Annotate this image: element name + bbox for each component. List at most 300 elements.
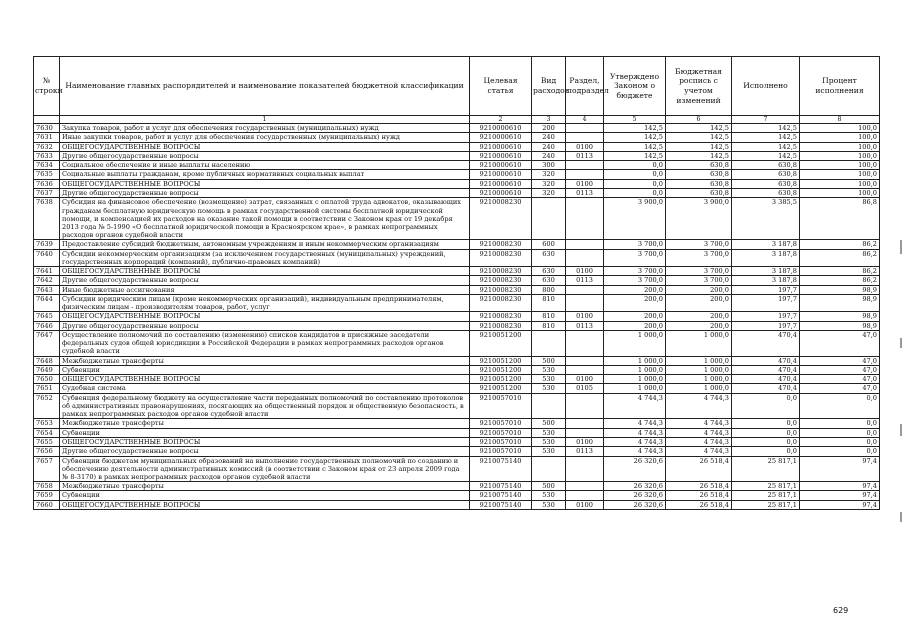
row-percent: 97,4 xyxy=(800,482,880,491)
column-number: 5 xyxy=(604,116,666,124)
row-target-article: 9210008230 xyxy=(470,276,532,285)
row-schedule: 630,8 xyxy=(666,179,732,188)
row-schedule: 200,0 xyxy=(666,285,732,294)
table-row xyxy=(34,384,880,393)
row-expense-type: 240 xyxy=(532,133,566,142)
row-section xyxy=(566,456,604,482)
row-executed: 3 187,8 xyxy=(732,267,800,276)
row-expense-type: 630 xyxy=(532,267,566,276)
row-name: ОБЩЕГОСУДАРСТВЕННЫЕ ВОПРОСЫ xyxy=(60,375,470,384)
row-expense-type: 500 xyxy=(532,356,566,365)
row-percent: 100,0 xyxy=(800,170,880,179)
row-percent: 100,0 xyxy=(800,124,880,133)
header-approved: Утверждено Законом о бюджете xyxy=(604,57,666,116)
table-row xyxy=(34,356,880,365)
table-row xyxy=(34,428,880,437)
table-row xyxy=(34,151,880,160)
column-number: 8 xyxy=(800,116,880,124)
row-expense-type: 530 xyxy=(532,428,566,437)
table-row xyxy=(34,170,880,179)
table-row xyxy=(34,312,880,321)
row-expense-type: 800 xyxy=(532,285,566,294)
row-target-article: 9210000610 xyxy=(470,189,532,198)
row-name: Другие общегосударственные вопросы xyxy=(60,276,470,285)
row-target-article: 9210000610 xyxy=(470,124,532,133)
header-name: Наименование главных распорядителей и наименование показателей бюджетной классификации xyxy=(60,57,470,116)
row-schedule: 26 518,4 xyxy=(666,491,732,500)
column-number: 7 xyxy=(732,116,800,124)
row-section: 0100 xyxy=(566,375,604,384)
table-row xyxy=(34,447,880,456)
row-target-article: 9210008230 xyxy=(470,249,532,266)
row-section xyxy=(566,124,604,133)
row-section xyxy=(566,365,604,374)
row-approved: 3 900,0 xyxy=(604,198,666,240)
row-target-article: 9210057010 xyxy=(470,447,532,456)
row-target-article: 9210051200 xyxy=(470,330,532,356)
table-row xyxy=(34,179,880,188)
row-approved: 4 744,3 xyxy=(604,437,666,446)
row-executed: 630,8 xyxy=(732,161,800,170)
row-number: 7650 xyxy=(34,375,60,384)
row-number: 7645 xyxy=(34,312,60,321)
row-expense-type: 530 xyxy=(532,437,566,446)
row-schedule: 4 744,3 xyxy=(666,447,732,456)
row-section xyxy=(566,198,604,240)
row-section xyxy=(566,491,604,500)
row-name: Осуществление полномочий по составлению (изменению) списков кандидатов в присяжные заседатели федеральных судов общей юрисдикции в Российской Федерации в рамках непрограммных расходов органов судебной власти xyxy=(60,330,470,356)
row-name: Межбюджетные трансферты xyxy=(60,419,470,428)
row-schedule: 142,5 xyxy=(666,133,732,142)
row-schedule: 142,5 xyxy=(666,124,732,133)
row-executed: 630,8 xyxy=(732,179,800,188)
row-section: 0100 xyxy=(566,312,604,321)
row-number: 7644 xyxy=(34,294,60,311)
row-approved: 4 744,3 xyxy=(604,428,666,437)
row-approved: 142,5 xyxy=(604,124,666,133)
table-row xyxy=(34,124,880,133)
table-row xyxy=(34,393,880,419)
column-number: 1 xyxy=(60,116,470,124)
row-expense-type xyxy=(532,456,566,482)
header-percent: Процент исполнения xyxy=(800,57,880,116)
table-row xyxy=(34,133,880,142)
row-target-article: 9210051200 xyxy=(470,375,532,384)
table-body xyxy=(34,124,880,510)
row-executed: 470,4 xyxy=(732,375,800,384)
row-executed: 0,0 xyxy=(732,428,800,437)
row-name: Социальные выплаты гражданам, кроме публичных нормативных социальных выплат xyxy=(60,170,470,179)
row-schedule: 26 518,4 xyxy=(666,456,732,482)
scan-edge-mark xyxy=(900,512,902,522)
row-expense-type: 530 xyxy=(532,365,566,374)
table-row xyxy=(34,276,880,285)
row-target-article: 9210000610 xyxy=(470,179,532,188)
budget-table xyxy=(33,56,880,510)
row-name: Субвенция федеральному бюджету на осуществление части переданных полномочий по составлению протоколов об административных правонарушениях, посягающих на общественный порядок и общественную безопасность, в рамках непрограммных расходов органов судебной власти xyxy=(60,393,470,419)
row-approved: 4 744,3 xyxy=(604,419,666,428)
row-executed: 0,0 xyxy=(732,447,800,456)
row-percent: 100,0 xyxy=(800,189,880,198)
row-section xyxy=(566,249,604,266)
row-name: Субсидии некоммерческим организациям (за исключением государственных (муниципальных) учреждений, государственных корпораций (компаний), публично-правовых компаний) xyxy=(60,249,470,266)
row-approved: 26 320,6 xyxy=(604,456,666,482)
row-percent: 100,0 xyxy=(800,161,880,170)
row-percent: 0,0 xyxy=(800,437,880,446)
row-name: Судебная система xyxy=(60,384,470,393)
row-approved: 3 700,0 xyxy=(604,276,666,285)
row-number: 7652 xyxy=(34,393,60,419)
row-schedule: 26 518,4 xyxy=(666,500,732,509)
row-schedule: 1 000,0 xyxy=(666,375,732,384)
row-number: 7659 xyxy=(34,491,60,500)
row-name: ОБЩЕГОСУДАРСТВЕННЫЕ ВОПРОСЫ xyxy=(60,437,470,446)
row-section: 0100 xyxy=(566,179,604,188)
row-expense-type xyxy=(532,393,566,419)
row-target-article: 9210057010 xyxy=(470,419,532,428)
scan-edge-mark xyxy=(900,424,902,436)
row-number: 7641 xyxy=(34,267,60,276)
row-schedule: 3 900,0 xyxy=(666,198,732,240)
row-target-article: 9210057010 xyxy=(470,393,532,419)
row-percent: 100,0 xyxy=(800,133,880,142)
row-name: Закупка товаров, работ и услуг для обеспечения государственных (муниципальных) нужд xyxy=(60,124,470,133)
row-name: ОБЩЕГОСУДАРСТВЕННЫЕ ВОПРОСЫ xyxy=(60,312,470,321)
row-schedule: 3 700,0 xyxy=(666,240,732,249)
row-executed: 470,4 xyxy=(732,330,800,356)
row-percent: 47,0 xyxy=(800,356,880,365)
row-number: 7632 xyxy=(34,142,60,151)
header-section: Раздел, подраздел xyxy=(566,57,604,116)
row-schedule: 3 700,0 xyxy=(666,276,732,285)
row-target-article: 9210051200 xyxy=(470,356,532,365)
row-section xyxy=(566,170,604,179)
row-percent: 0,0 xyxy=(800,428,880,437)
row-executed: 3 187,8 xyxy=(732,249,800,266)
row-name: Иные закупки товаров, работ и услуг для обеспечения государственных (муниципальных) нужд xyxy=(60,133,470,142)
table-row xyxy=(34,285,880,294)
row-executed: 0,0 xyxy=(732,393,800,419)
row-target-article: 9210000610 xyxy=(470,133,532,142)
row-schedule: 1 000,0 xyxy=(666,356,732,365)
table-row xyxy=(34,482,880,491)
row-executed: 197,7 xyxy=(732,321,800,330)
row-target-article: 9210075140 xyxy=(470,456,532,482)
row-target-article: 9210008230 xyxy=(470,267,532,276)
row-section xyxy=(566,356,604,365)
table-row xyxy=(34,419,880,428)
table-row xyxy=(34,321,880,330)
row-number: 7637 xyxy=(34,189,60,198)
row-target-article: 9210000610 xyxy=(470,161,532,170)
row-executed: 3 187,8 xyxy=(732,276,800,285)
row-percent: 97,4 xyxy=(800,500,880,509)
row-name: Другие общегосударственные вопросы xyxy=(60,151,470,160)
budget-table-page xyxy=(33,56,879,510)
row-target-article: 9210075140 xyxy=(470,500,532,509)
row-number: 7656 xyxy=(34,447,60,456)
row-expense-type: 810 xyxy=(532,321,566,330)
row-executed: 142,5 xyxy=(732,151,800,160)
row-number: 7654 xyxy=(34,428,60,437)
column-number: 3 xyxy=(532,116,566,124)
row-percent: 98,9 xyxy=(800,321,880,330)
row-approved: 1 000,0 xyxy=(604,365,666,374)
column-number xyxy=(34,116,60,124)
row-number: 7635 xyxy=(34,170,60,179)
row-schedule: 1 000,0 xyxy=(666,365,732,374)
row-expense-type: 530 xyxy=(532,491,566,500)
row-executed: 0,0 xyxy=(732,437,800,446)
row-executed: 142,5 xyxy=(732,142,800,151)
row-executed: 3 187,8 xyxy=(732,240,800,249)
row-executed: 25 817,1 xyxy=(732,491,800,500)
row-expense-type: 320 xyxy=(532,170,566,179)
row-percent: 100,0 xyxy=(800,151,880,160)
header-schedule: Бюджетная роспись с учетом изменений xyxy=(666,57,732,116)
table-row xyxy=(34,365,880,374)
column-number: 6 xyxy=(666,116,732,124)
row-section xyxy=(566,330,604,356)
row-target-article: 9210051200 xyxy=(470,384,532,393)
row-target-article: 9210000610 xyxy=(470,142,532,151)
row-number: 7648 xyxy=(34,356,60,365)
row-section: 0100 xyxy=(566,500,604,509)
row-target-article: 9210008230 xyxy=(470,321,532,330)
row-expense-type: 530 xyxy=(532,375,566,384)
row-executed: 25 817,1 xyxy=(732,456,800,482)
row-schedule: 4 744,3 xyxy=(666,419,732,428)
row-approved: 200,0 xyxy=(604,294,666,311)
row-expense-type: 240 xyxy=(532,151,566,160)
table-row xyxy=(34,456,880,482)
row-expense-type: 500 xyxy=(532,482,566,491)
row-number: 7657 xyxy=(34,456,60,482)
table-row xyxy=(34,294,880,311)
row-percent: 98,9 xyxy=(800,294,880,311)
row-schedule: 200,0 xyxy=(666,321,732,330)
row-percent: 0,0 xyxy=(800,419,880,428)
row-name: Субвенции xyxy=(60,491,470,500)
row-approved: 200,0 xyxy=(604,285,666,294)
scan-edge-mark xyxy=(900,338,902,348)
header-expense-type: Вид расходов xyxy=(532,57,566,116)
header-target-article: Целевая статья xyxy=(470,57,532,116)
row-name: Социальное обеспечение и иные выплаты населению xyxy=(60,161,470,170)
row-number: 7639 xyxy=(34,240,60,249)
row-number: 7631 xyxy=(34,133,60,142)
row-number: 7638 xyxy=(34,198,60,240)
row-schedule: 3 700,0 xyxy=(666,249,732,266)
row-approved: 1 000,0 xyxy=(604,330,666,356)
row-number: 7633 xyxy=(34,151,60,160)
row-percent: 100,0 xyxy=(800,142,880,151)
row-approved: 4 744,3 xyxy=(604,447,666,456)
row-approved: 3 700,0 xyxy=(604,249,666,266)
row-executed: 197,7 xyxy=(732,312,800,321)
row-approved: 200,0 xyxy=(604,312,666,321)
row-approved: 1 000,0 xyxy=(604,375,666,384)
row-percent: 98,9 xyxy=(800,312,880,321)
row-executed: 25 817,1 xyxy=(732,482,800,491)
row-name: Предоставление субсидий бюджетным, автономным учреждениям и иным некоммерческим организациям xyxy=(60,240,470,249)
row-number: 7660 xyxy=(34,500,60,509)
table-row xyxy=(34,198,880,240)
row-section xyxy=(566,294,604,311)
header-row-no: № строки xyxy=(34,57,60,116)
header-executed: Исполнено xyxy=(732,57,800,116)
row-approved: 3 700,0 xyxy=(604,267,666,276)
row-percent: 100,0 xyxy=(800,179,880,188)
row-target-article: 9210008230 xyxy=(470,312,532,321)
row-name: Другие общегосударственные вопросы xyxy=(60,447,470,456)
column-number: 2 xyxy=(470,116,532,124)
row-expense-type: 810 xyxy=(532,312,566,321)
row-schedule: 200,0 xyxy=(666,294,732,311)
row-target-article: 9210008230 xyxy=(470,285,532,294)
row-name: Межбюджетные трансферты xyxy=(60,356,470,365)
row-name: Субсидия на финансовое обеспечение (возмещение) затрат, связанных с оплатой труда адвокатов, оказывающих гражданам бесплатную юридическую помощь в рамках государственной системы бесплатной юридической помощи, и компенсацией их расходов на оказание такой помощи в соответствии с Законом края от 19 декабря 2013 года № 5-1990 «О бесплатной юридической помощи в Красноярском крае», в рамках непрограммных расходов органов судебной власти xyxy=(60,198,470,240)
row-approved: 26 320,6 xyxy=(604,491,666,500)
row-name: ОБЩЕГОСУДАРСТВЕННЫЕ ВОПРОСЫ xyxy=(60,179,470,188)
table-row xyxy=(34,375,880,384)
row-name: ОБЩЕГОСУДАРСТВЕННЫЕ ВОПРОСЫ xyxy=(60,500,470,509)
table-row xyxy=(34,189,880,198)
row-target-article: 9210057010 xyxy=(470,428,532,437)
row-approved: 1 000,0 xyxy=(604,356,666,365)
row-number: 7647 xyxy=(34,330,60,356)
row-percent: 86,2 xyxy=(800,276,880,285)
row-approved: 4 744,3 xyxy=(604,393,666,419)
row-schedule: 3 700,0 xyxy=(666,267,732,276)
row-approved: 26 320,6 xyxy=(604,500,666,509)
row-name: Субвенции xyxy=(60,428,470,437)
row-section xyxy=(566,240,604,249)
table-row xyxy=(34,240,880,249)
column-number: 4 xyxy=(566,116,604,124)
table-row xyxy=(34,267,880,276)
table-row xyxy=(34,500,880,509)
row-name: Другие общегосударственные вопросы xyxy=(60,321,470,330)
row-target-article: 9210057010 xyxy=(470,437,532,446)
row-approved: 0,0 xyxy=(604,170,666,179)
row-expense-type: 240 xyxy=(532,142,566,151)
row-executed: 142,5 xyxy=(732,124,800,133)
row-schedule: 142,5 xyxy=(666,142,732,151)
row-number: 7643 xyxy=(34,285,60,294)
row-section: 0113 xyxy=(566,447,604,456)
row-approved: 0,0 xyxy=(604,161,666,170)
row-executed: 25 817,1 xyxy=(732,500,800,509)
row-percent: 86,2 xyxy=(800,240,880,249)
row-percent: 86,2 xyxy=(800,267,880,276)
row-expense-type: 320 xyxy=(532,189,566,198)
row-target-article: 9210075140 xyxy=(470,491,532,500)
row-number: 7642 xyxy=(34,276,60,285)
row-expense-type: 530 xyxy=(532,447,566,456)
row-section xyxy=(566,428,604,437)
row-target-article: 9210075140 xyxy=(470,482,532,491)
table-row xyxy=(34,249,880,266)
row-approved: 142,5 xyxy=(604,142,666,151)
row-executed: 197,7 xyxy=(732,294,800,311)
row-section: 0105 xyxy=(566,384,604,393)
row-name: Субсидии юридическим лицам (кроме некоммерческих организаций), индивидуальным предпринимателям, физическим лицам - производителям товаров, работ, услуг xyxy=(60,294,470,311)
scan-edge-mark xyxy=(900,240,902,254)
row-expense-type: 600 xyxy=(532,240,566,249)
table-row xyxy=(34,142,880,151)
row-section xyxy=(566,419,604,428)
row-expense-type: 810 xyxy=(532,294,566,311)
row-schedule: 4 744,3 xyxy=(666,428,732,437)
row-target-article: 9210008230 xyxy=(470,240,532,249)
table-row xyxy=(34,437,880,446)
row-approved: 142,5 xyxy=(604,133,666,142)
row-approved: 26 320,6 xyxy=(604,482,666,491)
row-expense-type xyxy=(532,198,566,240)
row-section xyxy=(566,133,604,142)
row-expense-type: 300 xyxy=(532,161,566,170)
row-expense-type: 320 xyxy=(532,179,566,188)
row-name: ОБЩЕГОСУДАРСТВЕННЫЕ ВОПРОСЫ xyxy=(60,267,470,276)
row-expense-type: 530 xyxy=(532,384,566,393)
row-number: 7646 xyxy=(34,321,60,330)
row-percent: 97,4 xyxy=(800,491,880,500)
row-percent: 0,0 xyxy=(800,393,880,419)
row-target-article: 9210000610 xyxy=(470,151,532,160)
row-section: 0100 xyxy=(566,142,604,151)
row-section: 0113 xyxy=(566,189,604,198)
row-percent: 98,9 xyxy=(800,285,880,294)
row-section xyxy=(566,161,604,170)
row-number: 7651 xyxy=(34,384,60,393)
table-row xyxy=(34,161,880,170)
row-expense-type xyxy=(532,330,566,356)
row-section xyxy=(566,393,604,419)
row-percent: 47,0 xyxy=(800,375,880,384)
row-name: Субвенции xyxy=(60,365,470,374)
row-name: ОБЩЕГОСУДАРСТВЕННЫЕ ВОПРОСЫ xyxy=(60,142,470,151)
row-schedule: 142,5 xyxy=(666,151,732,160)
column-number-row xyxy=(34,116,880,124)
row-name: Межбюджетные трансферты xyxy=(60,482,470,491)
row-section xyxy=(566,482,604,491)
row-number: 7655 xyxy=(34,437,60,446)
row-section: 0113 xyxy=(566,321,604,330)
row-percent: 47,0 xyxy=(800,330,880,356)
row-target-article: 9210008230 xyxy=(470,294,532,311)
row-number: 7636 xyxy=(34,179,60,188)
row-expense-type: 200 xyxy=(532,124,566,133)
row-approved: 200,0 xyxy=(604,321,666,330)
row-expense-type: 630 xyxy=(532,249,566,266)
row-number: 7634 xyxy=(34,161,60,170)
page-number: 629 xyxy=(833,606,849,615)
row-schedule: 630,8 xyxy=(666,161,732,170)
row-number: 7630 xyxy=(34,124,60,133)
row-percent: 47,0 xyxy=(800,365,880,374)
row-executed: 197,7 xyxy=(732,285,800,294)
row-executed: 630,8 xyxy=(732,189,800,198)
row-name: Иные бюджетные ассигнования xyxy=(60,285,470,294)
row-section: 0100 xyxy=(566,437,604,446)
row-percent: 0,0 xyxy=(800,447,880,456)
row-target-article: 9210051200 xyxy=(470,365,532,374)
row-schedule: 1 000,0 xyxy=(666,330,732,356)
row-executed: 470,4 xyxy=(732,365,800,374)
row-schedule: 630,8 xyxy=(666,170,732,179)
row-schedule: 630,8 xyxy=(666,189,732,198)
